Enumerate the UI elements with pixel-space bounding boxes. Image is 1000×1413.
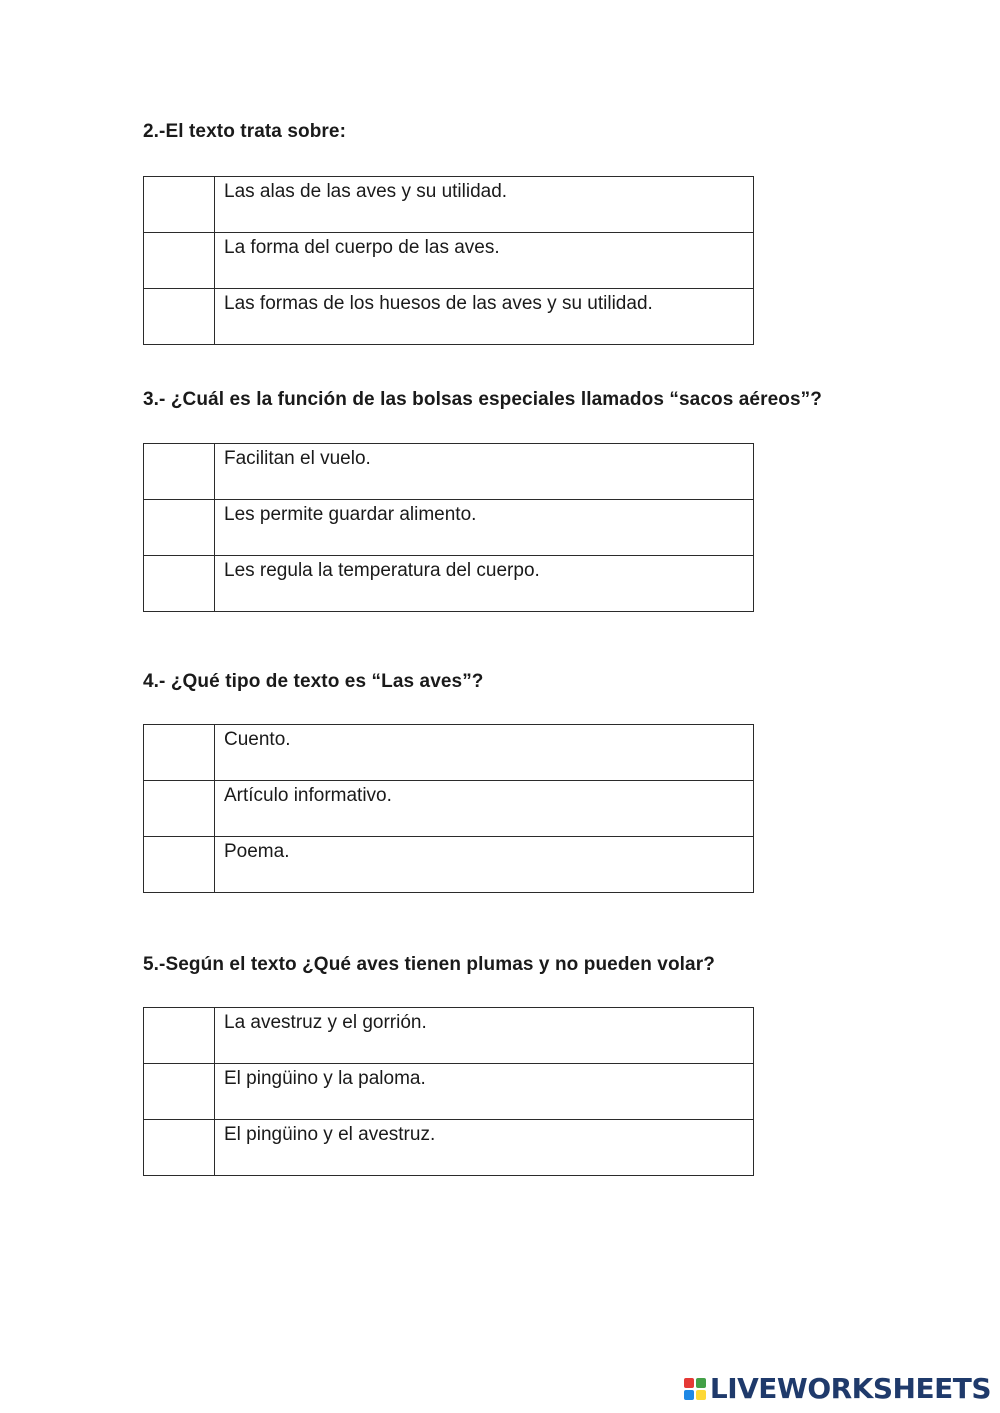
option-row [144,725,754,781]
option-row [144,1120,754,1176]
option-row [144,1064,754,1120]
liveworksheets-logo [684,1372,991,1405]
answer-box[interactable] [144,177,215,233]
answer-box[interactable] [144,725,215,781]
logo-square [684,1390,694,1400]
answer-box[interactable] [144,444,215,500]
answer-box[interactable] [144,781,215,837]
answer-box[interactable] [144,837,215,893]
answer-box[interactable] [144,556,215,612]
options-table [143,443,754,612]
logo-square [696,1378,706,1388]
option-row [144,177,754,233]
question-2 [143,120,903,314]
option-text: Facilitan el vuelo. [215,444,754,500]
option-row [144,500,754,556]
question-title: 3.- ¿Cuál es la función de las bolsas especiales llamados “sacos aéreos”? [143,389,822,410]
option-text: Las formas de los huesos de las aves y su utilidad. [215,289,754,345]
option-row [144,289,754,345]
question-title: 4.- ¿Qué tipo de texto es “Las aves”? [143,671,484,692]
option-row [144,781,754,837]
option-row [144,556,754,612]
option-text: Las alas de las aves y su utilidad. [215,177,754,233]
logo-square [696,1390,706,1400]
question-title: 5.-Según el texto ¿Qué aves tienen plumas y no pueden volar? [143,954,715,975]
option-text: La avestruz y el gorrión. [215,1008,754,1064]
answer-box[interactable] [144,1120,215,1176]
option-text: Poema. [215,837,754,893]
answer-box[interactable] [144,1008,215,1064]
option-text: Les regula la temperatura del cuerpo. [215,556,754,612]
option-row [144,1008,754,1064]
answer-box[interactable] [144,500,215,556]
options-table [143,1007,754,1176]
answer-box[interactable] [144,233,215,289]
question-title: 2.-El texto trata sobre: [143,121,347,142]
answer-box[interactable] [144,289,215,345]
question-3 [143,388,903,581]
option-text: El pingüino y el avestruz. [215,1120,754,1176]
options-table [143,176,754,345]
logo-mark-icon [684,1378,706,1400]
option-row [144,444,754,500]
option-text: Artículo informativo. [215,781,754,837]
option-text: La forma del cuerpo de las aves. [215,233,754,289]
option-text: Les permite guardar alimento. [215,500,754,556]
logo-square [684,1378,694,1388]
logo-text: LIVEWORKSHEETS [709,1372,991,1405]
answer-box[interactable] [144,1064,215,1120]
option-text: El pingüino y la paloma. [215,1064,754,1120]
options-table [143,724,754,893]
question-4 [143,670,903,862]
option-row [144,233,754,289]
option-text: Cuento. [215,725,754,781]
option-row [144,837,754,893]
question-5 [143,953,903,1145]
